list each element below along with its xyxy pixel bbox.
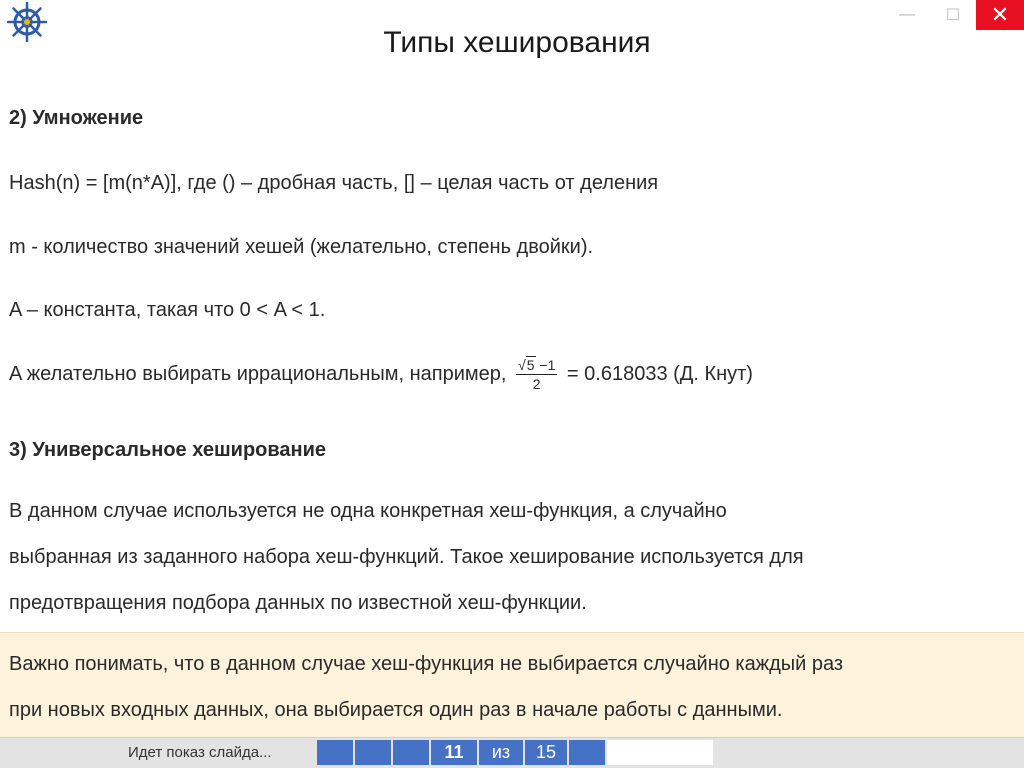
paragraph-line-2: выбранная из заданного набора хеш-функций. Такое хеширование используется для [9,546,804,568]
maximize-button[interactable]: ☐ [945,7,961,24]
fraction-minus: −1 [535,357,556,373]
pager-segment[interactable] [355,740,391,765]
a-recommendation-line [9,358,753,391]
pager-segment[interactable] [569,740,605,765]
paragraph-line-3: предотвращения подбора данных по известной хеш-функции. [9,592,587,614]
m-description-text: m - количество значений хешей (желательно, степень двойки). [9,236,594,258]
pager-segment[interactable] [393,740,429,765]
a-constant-text: A – константа, такая что 0 < A < 1. [9,299,326,321]
pager-segment[interactable] [317,740,353,765]
current-slide-number[interactable]: 11 [431,740,477,765]
minimize-button[interactable]: — [899,6,915,23]
section-heading-universal: 3) Универсальное хеширование [9,439,327,461]
sqrt-value: 5 [526,357,535,373]
sqrt-icon: √ [518,357,526,373]
pager-remaining [607,740,713,765]
note-line-2: при новых входных данных, она выбирается один раз в начале работы с данными. [9,699,783,721]
hash-formula-text: Hash(n) = [m(n*A)], где () – дробная часть, [] – целая часть от деления [9,172,659,194]
slide-pager [317,740,713,765]
slideshow-status-text: Идет показ слайда... [128,744,272,761]
a-recommendation-prefix: A желательно выбирать иррациональным, например, [9,362,507,385]
section-heading-multiplication: 2) Умножение [9,107,144,129]
paragraph-line-1: В данном случае используется не одна конкретная хеш-функция, а случайно [9,500,727,522]
close-button[interactable]: ✕ [976,0,1024,30]
total-slide-number[interactable]: 15 [525,740,567,765]
slideshow-status-bar [0,737,1024,768]
highlight-note [0,632,1024,737]
pager-of-label: из [479,740,523,765]
note-line-1: Важно понимать, что в данном случае хеш-функция не выбирается случайно каждый раз [9,653,844,675]
fraction-denominator: 2 [532,376,541,392]
a-recommendation-suffix: = 0.618033 (Д. Кнут) [566,362,753,385]
slide-title: Типы хеширования [383,26,651,59]
golden-ratio-fraction [516,358,557,391]
